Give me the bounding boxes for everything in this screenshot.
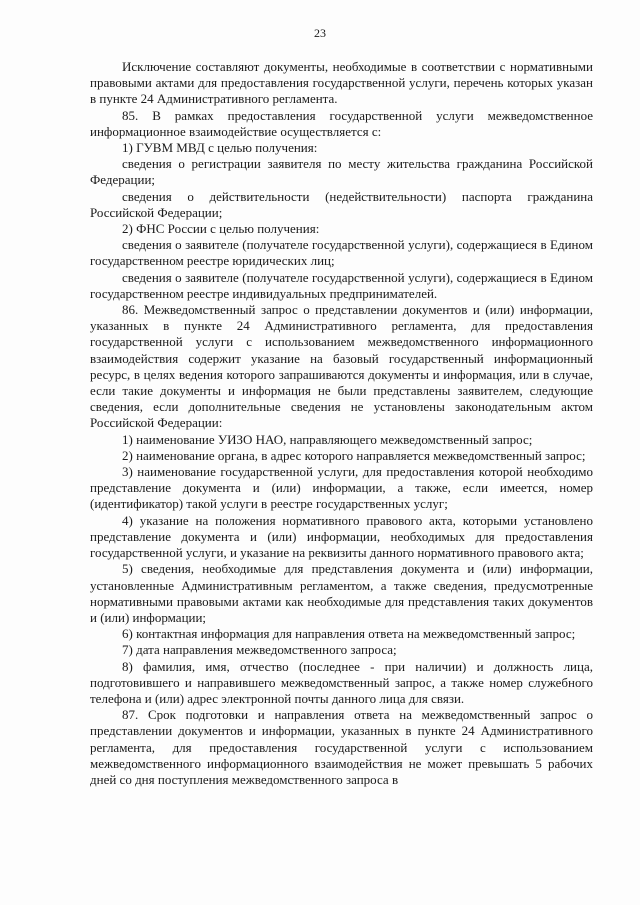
list-item: сведения о регистрации заявителя по месту жительства гражданина Российской Федерации; xyxy=(90,156,593,188)
list-item: 8) фамилия, имя, отчество (последнее - при наличии) и должность лица, подготовившего и направившего межведомственный запрос, а также номер служебного телефона и (или) адрес электронной почты данного лица для связи. xyxy=(90,658,593,706)
list-item: 1) наименование УИЗО НАО, направляющего межведомственный запрос; xyxy=(122,431,533,447)
list-item: 2) ФНС России с целью получения: xyxy=(122,221,320,237)
paragraph: Исключение составляют документы, необходимые в соответствии с нормативными правовыми актами для предоставления государственной услуги, перечень которых указан в пункте 24 Административного регламента. xyxy=(90,59,593,107)
list-item: 2) наименование органа, в адрес которого направляется межведомственный запрос; xyxy=(122,447,586,463)
list-item: 6) контактная информация для направления ответа на межведомственный запрос; xyxy=(122,626,576,642)
list-item: сведения о заявителе (получателе государственной услуги), содержащиеся в Едином государственном реестре юридических лиц; xyxy=(90,237,593,269)
list-item: 4) указание на положения нормативного правового акта, которыми установлено представление документа и (или) информации, необходимых для предоставления государственной услуги, и указание на реквизиты данного нормативного правового акта; xyxy=(90,512,593,561)
paragraph: 87. Срок подготовки и направления ответа на межведомственный запрос о представлении документов и информации, указанных в пункте 24 Административного регламента, для предоставления государственной услуги с использованием межведомственного информационного взаимодействия не может превышать 5 рабочих дней со дня поступления межведомственного запроса в xyxy=(90,707,593,787)
list-item: 7) дата направления межведомственного запроса; xyxy=(122,642,397,658)
list-item: 5) сведения, необходимые для представления документа и (или) информации, установленные Административным регламентом, а также сведения, предусмотренные нормативными правовыми актами как необходимые для представления таких документов и (или) информации; xyxy=(90,561,593,625)
list-item: сведения о действительности (недействительности) паспорта гражданина Российской Федерации; xyxy=(90,188,593,220)
list-item: сведения о заявителе (получателе государственной услуги), содержащиеся в Едином государственном реестре индивидуальных предпринимателей. xyxy=(90,269,593,301)
paragraph: 86. Межведомственный запрос о представлении документов и (или) информации, указанных в пункте 24 Административного регламента, для предоставления государственной услуги с использованием межведомственного информационного взаимодействия содержит указание на базовый государственный информационный ресурс, в целях ведения которого запрашиваются документы и информация, или в случае, если такие документы и информация не были представлены заявителем, следующие сведения, если дополнительные сведения не установлены законодательным актом Российской Федерации: xyxy=(90,302,593,431)
document-body xyxy=(90,59,593,788)
page-number: 23 xyxy=(314,26,326,40)
list-item: 1) ГУВМ МВД с целью получения: xyxy=(122,140,318,156)
list-item: 3) наименование государственной услуги, для предоставления которой необходимо представление документа и (или) информации, а также, если имеется, номер (идентификатор) такой услуги в реестре государственных услуг; xyxy=(90,464,593,512)
paragraph: 85. В рамках предоставления государственной услуги межведомственное информационное взаимодействие осуществляется с: xyxy=(90,107,593,139)
